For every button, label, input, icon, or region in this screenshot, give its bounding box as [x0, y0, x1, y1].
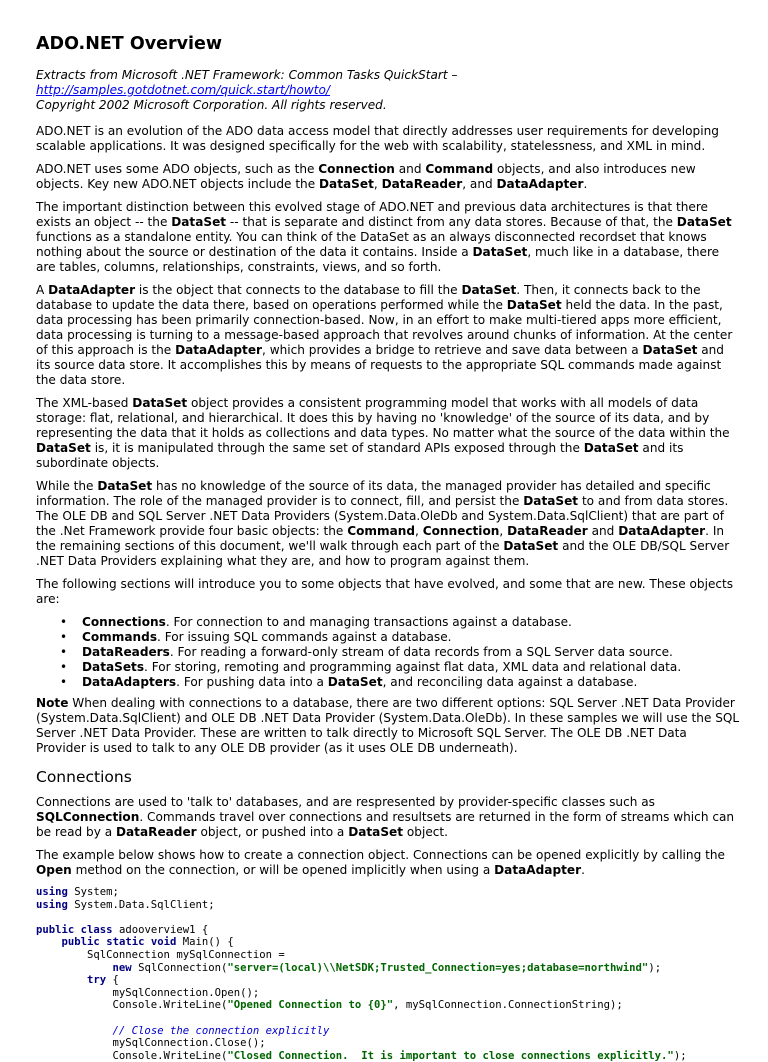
paragraph-connections: Connections are used to 'talk to' databases, and are respresented by provider-specific classes such as SQLConnection. Commands travel over connections and resultsets are returned in the form of streams which can be read by a DataReader object, or pushed into a DataSet object.: [36, 795, 735, 839]
note-paragraph: Note When dealing with connections to a database, there are two different options: SQL Server .NET Data Provider (System.Data.SqlClient) and OLE DB .NET Data Provider (System.Data.OleDb). In these samples we will use the SQL Server .NET Data Provider. These are written to talk directly to Microsoft SQL Server. The OLE DB .NET Data Provider is used to talk to any OLE DB provider (as it uses OLE DB underneath).: [36, 696, 740, 755]
paragraph-sections-intro: The following sections will introduce you to some objects that have evolved, and some that are new. These objects are:: [36, 577, 734, 606]
source-link[interactable]: http://samples.gotdotnet.com/quick.start/howto/: [36, 83, 331, 97]
source-prefix: Extracts from Microsoft .NET Framework: Common Tasks QuickStart –: [36, 68, 458, 82]
list-item: • DataAdapters. For pushing data into a DataSet, and reconciling data against a database.: [82, 675, 740, 690]
source-citation: [36, 68, 740, 113]
code-block: using System; using System.Data.SqlClient; public class adooverview1 { public static void Main() { SqlConnection mySqlConnection = new SqlConnection("server=(local)\\NetSDK;Trusted_Connection=yes;database=northwind"); try { mySqlConnection.Open(); Console.WriteLine("Opened Connection to {0}", mySqlConnection.ConnectionString); // Close the connection explicitly mySqlConnection.Close(); Console.WriteLine("Closed Connection. It is important to close connections explicitly.");: [36, 886, 687, 1062]
list-item: • Connections. For connection to and managing transactions against a database.: [82, 615, 740, 630]
paragraph-dataadapter: A DataAdapter is the object that connects to the database to fill the DataSet. Then, it connects back to the database to update the data there, based on operations performed while the DataSet held the data. In the past, data processing has been primarily connection-based. Now, in an effort to make multi-tiered apps more efficient, data processing is turning to a message-based approach that revolves around chunks of information. At the center of this approach is the DataAdapter, which provides a bridge to retrieve and save data between a DataSet and its source data store. It accomplishes this by means of requests to the appropriate SQL commands made against the data store.: [36, 283, 733, 387]
paragraph-xml-dataset: The XML-based DataSet object provides a consistent programming model that works with all models of data storage: flat, relational, and hierarchical. It does this by having no 'knowledge' of the source of its data, and by representing the data that it holds as collections and data types. No matter what the source of the data within the DataSet is, it is manipulated through the same set of standard APIs exposed through the DataSet and its subordinate objects.: [36, 396, 730, 470]
list-item: • DataReaders. For reading a forward-only stream of data records from a SQL Server data source.: [82, 645, 740, 660]
paragraph-example: The example below shows how to create a connection object. Connections can be opened explicitly by calling the Open method on the connection, or will be opened implicitly when using a DataAdapter.: [36, 848, 725, 877]
copyright-notice: Copyright 2002 Microsoft Corporation. All rights reserved.: [36, 98, 387, 112]
paragraph-managed-provider: While the DataSet has no knowledge of the source of its data, the managed provider has detailed and specific information. The role of the managed provider is to connect, fill, and persist the DataSet to and from data stores. The OLE DB and SQL Server .NET Data Providers (System.Data.OleDb and System.Data.SqlClient) that are part of the .Net Framework provide four basic objects: the Command, Connection, DataReader and DataAdapter. In the remaining sections of this document, we'll walk through each part of the DataSet and the OLE DB/SQL Server .NET Data Providers explaining what they are, and how to program against them.: [36, 479, 730, 568]
list-item: • DataSets. For storing, remoting and programming against flat data, XML data and relational data.: [82, 660, 740, 675]
paragraph-intro: ADO.NET is an evolution of the ADO data access model that directly addresses user requirements for developing scalable applications. It was designed specifically for the web with scalability, statelessness, and XML in mind.: [36, 124, 719, 153]
objects-list: [36, 615, 740, 690]
list-item: • Commands. For issuing SQL commands against a database.: [82, 630, 740, 645]
paragraph-ado-objects: ADO.NET uses some ADO objects, such as the Connection and Command objects, and also introduces new objects. Key new ADO.NET objects include the DataSet, DataReader, and DataAdapter.: [36, 162, 696, 191]
paragraph-dataset-distinction: The important distinction between this evolved stage of ADO.NET and previous data architectures is that there exists an object -- the DataSet -- that is separate and distinct from any data stores. Because of that, the DataSet functions as a standalone entity. You can think of the DataSet as an always disconnected recordset that knows nothing about the source or destination of the data it contains. Inside a DataSet, much like in a database, there are tables, columns, relationships, constraints, views, and so forth.: [36, 200, 732, 274]
page-title: ADO.NET Overview: [36, 34, 223, 54]
section-heading-connections: Connections: [36, 768, 132, 786]
